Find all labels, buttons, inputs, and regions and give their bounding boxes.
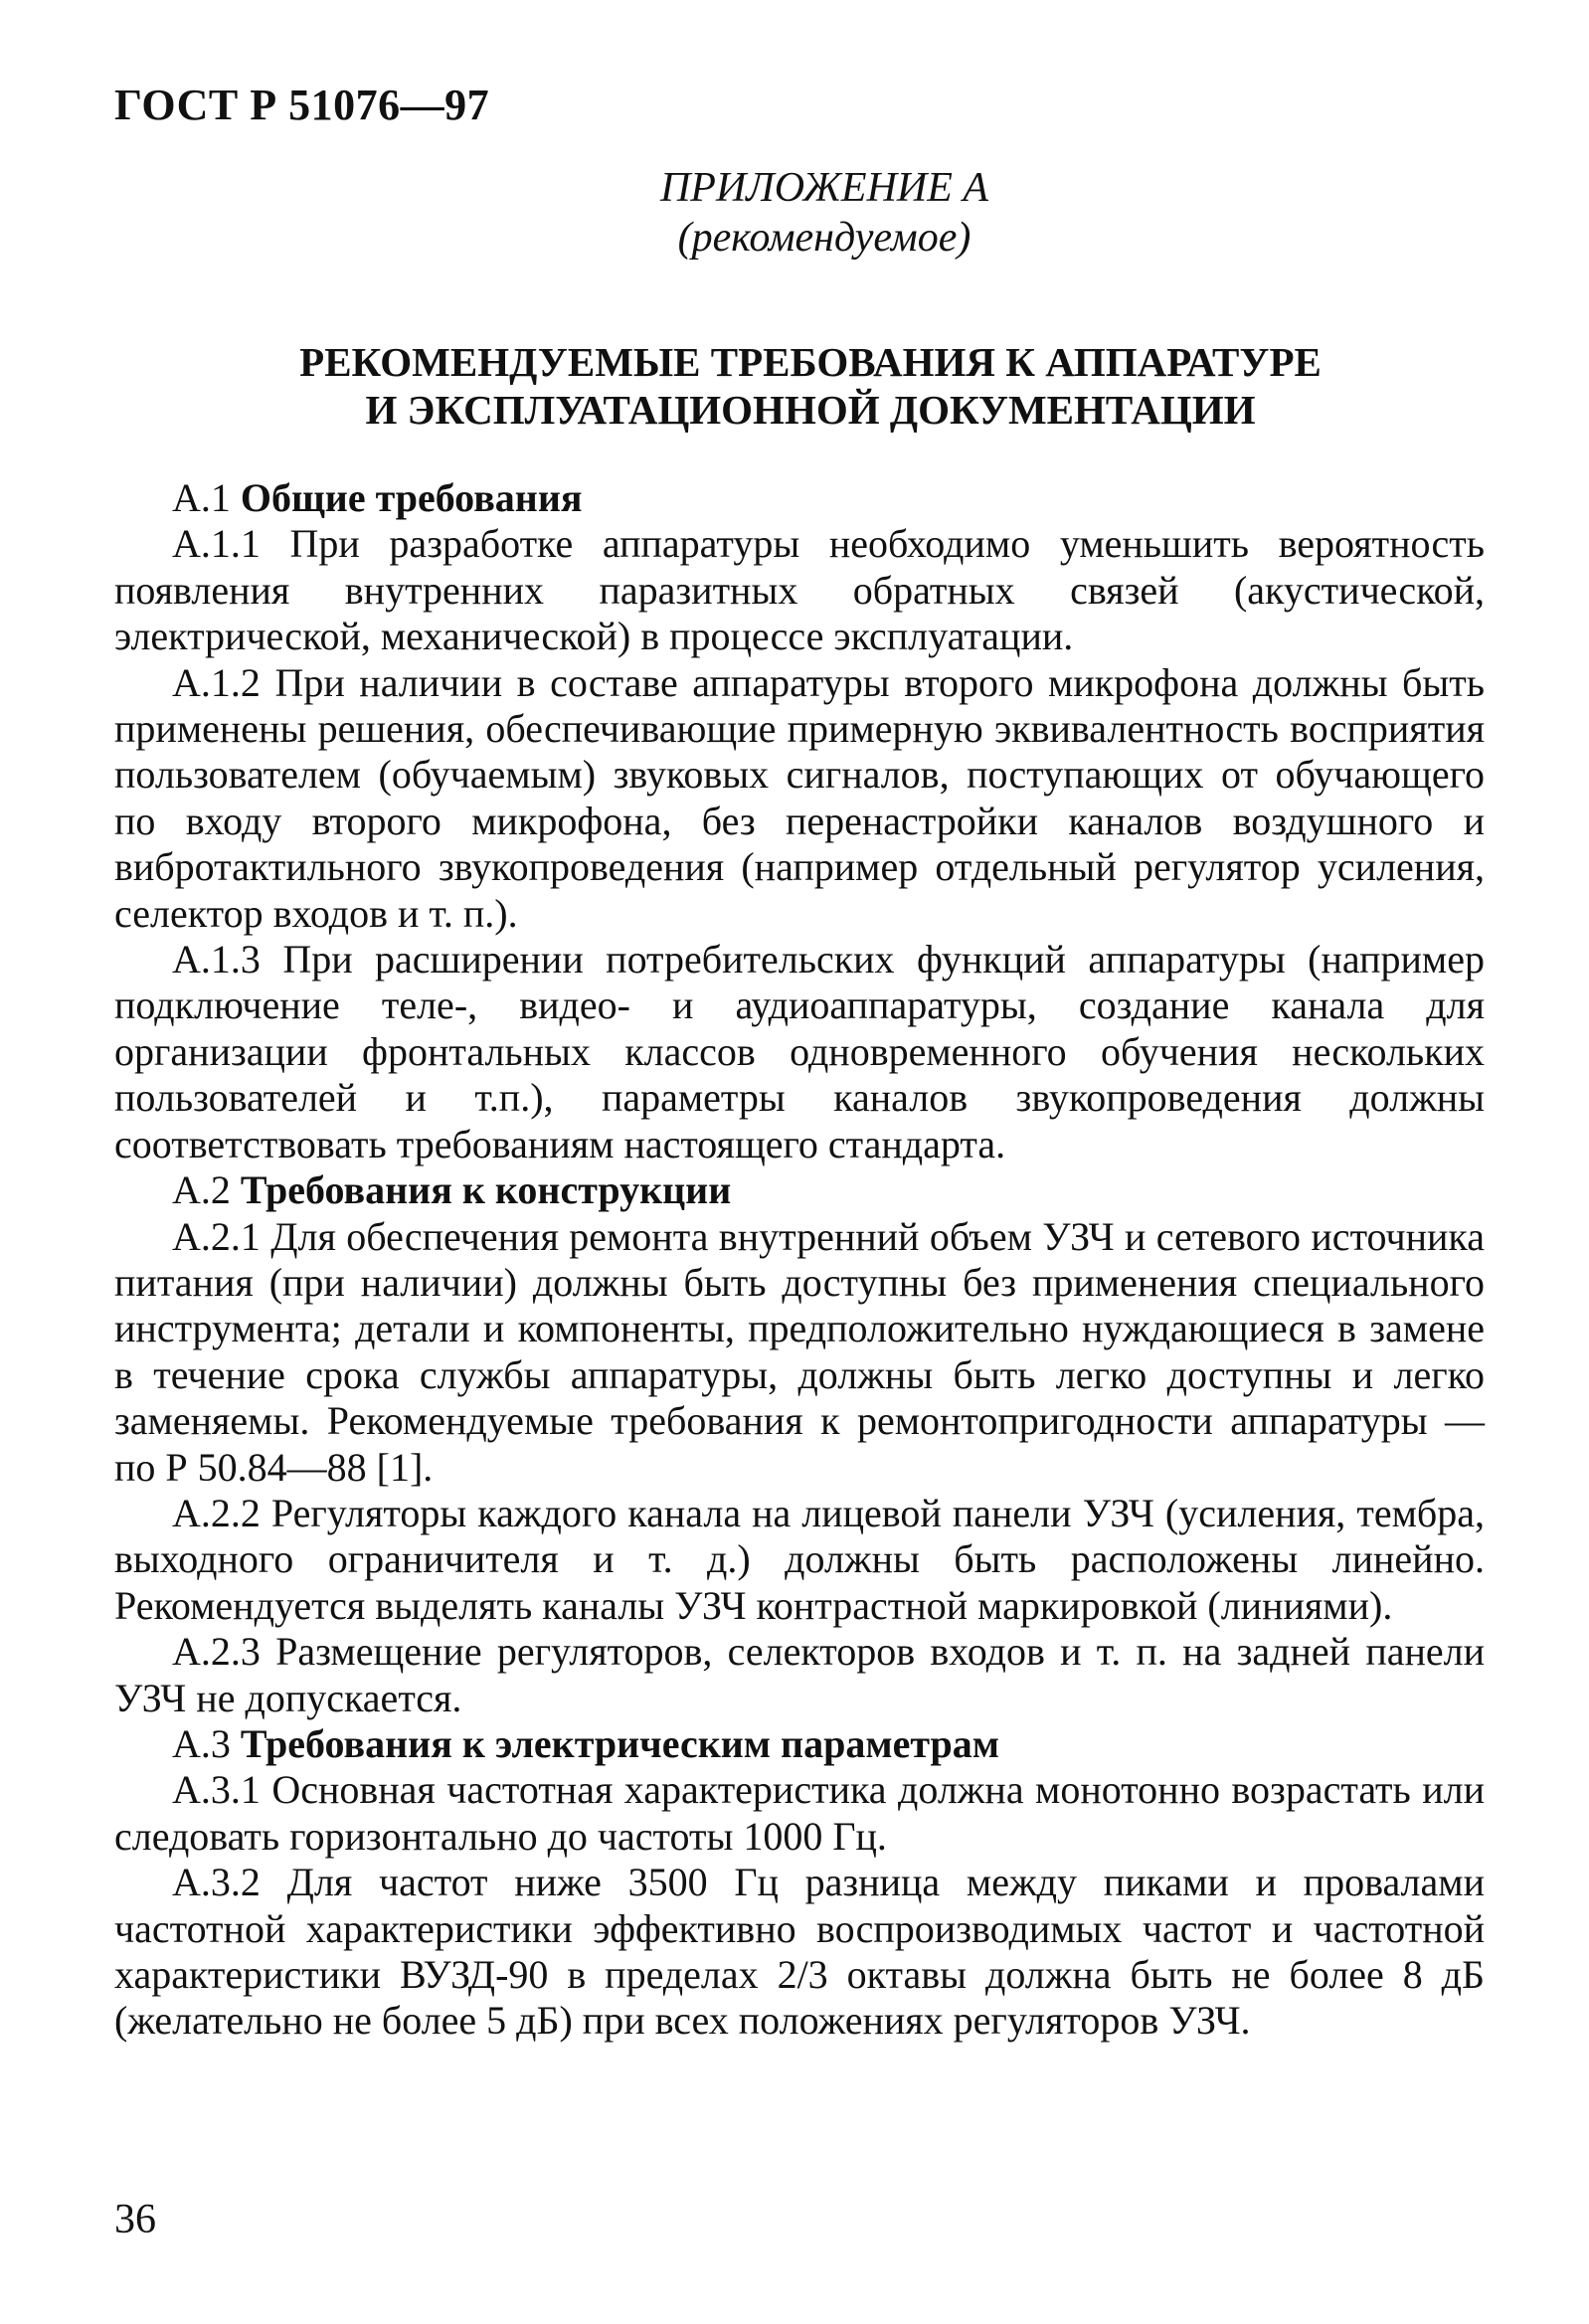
paragraph-a2-3: А.2.3 Размещение регуляторов, селекторов входов и т. п. на задней панели УЗЧ не допускается.	[114, 1629, 1485, 1720]
paragraph-a1-1: А.1.1 При разработке аппаратуры необходимо уменьшить вероятность появления внутренних паразитных обратных связей (акустической, электрической, механической) в процессе эксплуатации.	[114, 521, 1485, 659]
main-title-line-1: РЕКОМЕНДУЕМЫЕ ТРЕБОВАНИЯ К АППАРАТУРЕ	[299, 339, 1322, 385]
section-title: Требования к электрическим параметрам	[240, 1720, 999, 1766]
main-title-line-2: И ЭКСПЛУАТАЦИОННОЙ ДОКУМЕНТАЦИИ	[365, 387, 1256, 433]
page-number: 36	[114, 2197, 156, 2242]
main-title	[114, 338, 1506, 434]
paragraph-a1-2: А.1.2 При наличии в составе аппаратуры второго микрофона должны быть применены решения, обеспечивающие примерную эквивалентность восприятия пользователем (обучаемым) звуковых сигналов, поступающих от обучающего по входу второго микрофона, без перенастройки каналов воздушного и вибротактильного звукопроведения (например отдельный регулятор усиления, селектор входов и т. п.).	[114, 659, 1485, 936]
section-heading-a2	[114, 1167, 1485, 1213]
section-heading-a3	[114, 1721, 1485, 1767]
appendix-subtitle: (рекомендуемое)	[677, 215, 971, 261]
document-body	[114, 475, 1485, 2045]
section-number: А.1	[172, 475, 231, 520]
paragraph-a3-1: А.3.1 Основная частотная характеристика должна монотонно возрастать или следовать горизонтально до частоты 1000 Гц.	[114, 1767, 1485, 1859]
paragraph-a3-2: А.3.2 Для частот ниже 3500 Гц разница между пиками и провалами частотной характеристики эффективно воспроизводимых частот и частотной характеристики ВУЗД-90 в пределах 2/3 октавы должна быть не более 8 дБ (желательно не более 5 дБ) при всех положениях регуляторов УЗЧ.	[114, 1860, 1485, 2044]
paragraph-a2-2: А.2.2 Регуляторы каждого канала на лицевой панели УЗЧ (усиления, тембра, выходного ограничителя и т. д.) должны быть расположены линейно. Рекомендуется выделять каналы УЗЧ контрастной маркировкой (линиями).	[114, 1490, 1485, 1628]
paragraph-a2-1: А.2.1 Для обеспечения ремонта внутренний объем УЗЧ и сетевого источника питания (при наличии) должны быть доступны без применения специального инструмента; детали и компоненты, предположительно нуждающиеся в замене в течение срока службы аппаратуры, должны быть легко доступны и легко заменяемы. Рекомендуемые требования к ремонтопригодности аппаратуры — по Р 50.84—88 [1].	[114, 1213, 1485, 1490]
section-title: Общие требования	[240, 475, 583, 520]
section-number: А.2	[172, 1167, 231, 1213]
section-title: Требования к конструкции	[240, 1167, 732, 1213]
document-code: ГОСТ Р 51076—97	[114, 81, 490, 129]
section-number: А.3	[172, 1720, 231, 1766]
section-heading-a1	[114, 475, 1485, 521]
paragraph-a1-3: А.1.3 При расширении потребительских функций аппаратуры (например подключение теле-, видео- и аудиоаппаратуры, создание канала для организации фронтальных классов одновременного обучения нескольких пользователей и т.п.), параметры каналов звукопроведения должны соответствовать требованиям настоящего стандарта.	[114, 937, 1485, 1166]
appendix-title: ПРИЛОЖЕНИЕ А	[659, 165, 989, 211]
